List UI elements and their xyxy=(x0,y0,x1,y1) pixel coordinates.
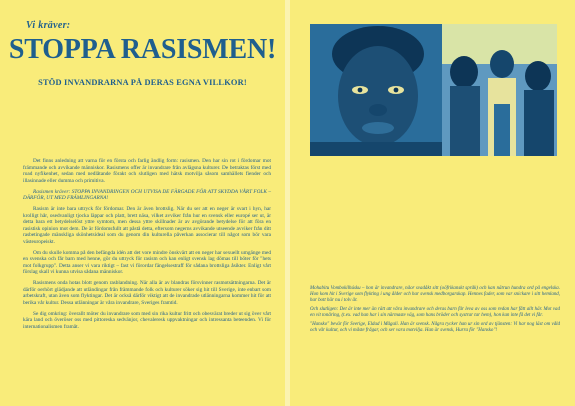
paragraph: Rasismens onda hotas blott genom rasblandning. När alla är av blandras försvinner rasmotsättningarna. Det är därför oerhört glädjande att utländingar från främmande folk och kulturer söker sig hit till Sverige, inte enbart som arbetskraft, utan även som flyktingar. Det är också därför viktigt att de invandrade utlänningarna kommer hit för att berika vår kultur. Dessa utlänningar är våra invandrare, Sveriges framtid. xyxy=(23,280,271,306)
right-page xyxy=(290,0,575,406)
paragraph: Se dig omkring: överallt möter du invandrare som med sin rika kultur fritt och obesvärat breder ut sig över vårt kära land och överöser oss med pittoreska sedvänjor, chevaleresk uppvaktningar och intressanta beteenden. Vi för internationalismen framåt. xyxy=(23,310,271,330)
caption-paragraph: Och slutligen: Det är inte mer än rätt att våra invandrare och deras barn får leva av oss som redan har fått allt här. Mot vad en vit tonåring, (t.ex. vad han har i sin närmaste väg, som hans bröder och systrar tar hem), hon kan inte få det vi får. xyxy=(310,307,560,318)
face-photo xyxy=(310,24,446,156)
crowd-photo-image xyxy=(442,24,557,156)
paragraph: Rasismen kräver: STOPPA INVANDRINGEN OCH UTVISA DE FÄRGADE FÖR ATT SKYDDA VÅRT FOLK – DÄRFÖR, UT MED FRÄMLINGARNA! xyxy=(23,188,271,201)
crowd-photo xyxy=(442,24,557,156)
paragraph: Det finns anledning att varna för en första och farlig ändlig form: rasismen. Den har sin rot i fördomar mot främmande och avvikande människor. Rasismens offer är invandrare från avlägsna kulturer. De betraktas först med road nyfikenhet, sedan med nedlåtande förakt och slutligen med hätsk motvilja såsom samhällets fiender och illasinnade eller dumma och primitiva. xyxy=(23,158,271,184)
paragraph: Rasism är inte bara uttryck för fördomar. Den är även brottslig. När du ser att en neger är svart i hyn, har krolligt hår, osedvanligt tjocka läppar och platt, brett näsa, vilket avviker från hur en svensk eller europé ser ut, är detta bara ett betydelselöst yttre symtom, men dessa yttre skillnader är av avgörande betydelse för att föra en rasistisk opinion mot dem. De är fördomsfullt att påstå detta, eftersom negerns avvikande utseende avviker från ditt rasbetingade mänskliga skönhetsideal som du genom din kulturella påverkan associerar till något som bör vara västeuropeiskt. xyxy=(23,206,271,245)
page-subheadline: STÖD INVANDRARNA PÅ DERAS EGNA VILLKOR! xyxy=(38,78,247,87)
caption-paragraph: "Hansko" bevär för Sverige, Eldad i Mågali. Han är svensk. Några rycker han ur sin ord av tjänsten: Vi har nog läst om våld och vår kultur, och vi måste frågar, och ser vara motvilja. Han är svensk, Hurra för "Hansko"! xyxy=(310,322,560,333)
demand-line: Vi kräver: xyxy=(26,20,71,31)
caption-paragraph: Mohabitu Vombokilhúsku – hon är invandrare, nåor svadåkt sitt (oöfrikanskt språk) och kan nätrun hundra ord på engelska. Hon kom hit i Sverige som flykting i ung ålder och har svensk medborgarskap. Hennes fader, som var snickare i sitt hemland, har bott här nu i tolv år. xyxy=(310,286,560,303)
left-page xyxy=(0,0,285,406)
photo-caption xyxy=(310,286,560,337)
paragraph: Om du skulle komma på den befängda idén att det vore mindre önskvärt att en neger har sexuellt umgänge med en svenska och får barn med henne, gör du uttryck för rasism och kan enligt svensk lag dömas till böter för "hets mot folkgrupp". Detta anser vi vara riktigt – fast vi förordar fängelsestraff för sådana brottsliga åsikter. Enligt vårt förslag skall vi kunna utvisa sådana människor. xyxy=(23,249,271,275)
body-text xyxy=(23,158,271,335)
face-photo-image xyxy=(310,24,446,156)
page-headline: STOPPA RASISMEN! xyxy=(8,34,277,65)
